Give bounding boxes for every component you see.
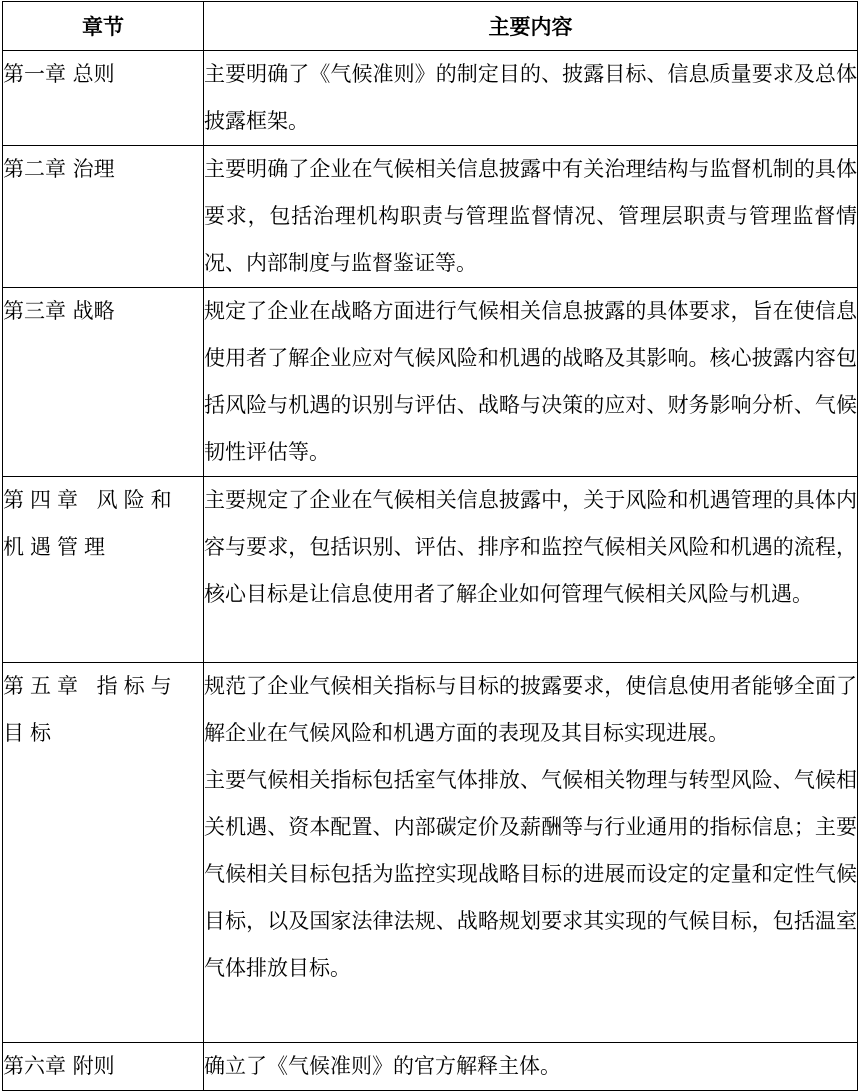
content-cell	[204, 51, 858, 146]
content-paragraph: 主要气候相关指标包括室气体排放、气候相关物理与转型风险、气候相关机遇、资本配置、内部碳定价及薪酬等与行业通用的指标信息；主要气候相关目标包括为监控实现战略目标的进展而设定的定量和定性气候目标，以及国家法律法规、战略规划要求其实现的气候目标，包括温室气体排放目标。	[204, 768, 857, 980]
table-row	[3, 1043, 858, 1091]
content-paragraph: 主要明确了企业在气候相关信息披露中有关治理结构与监督机制的具体要求，包括治理机构职责与管理监督情况、管理层职责与管理监督情况、内部制度与监督鉴证等。	[204, 157, 857, 275]
column-header-chapter: 章节	[3, 2, 204, 51]
content-paragraph: 规范了企业气候相关指标与目标的披露要求，使信息使用者能够全面了解企业在气候风险和机遇方面的表现及其目标实现进展。	[204, 674, 857, 745]
table-row	[3, 288, 858, 477]
chapter-cell: 第二章 治理	[3, 146, 204, 288]
content-cell	[204, 146, 858, 288]
chapter-cell: 第六章 附则	[3, 1043, 204, 1091]
chapter-cell: 第三章 战略	[3, 288, 204, 477]
content-paragraph: 主要明确了《气候准则》的制定目的、披露目标、信息质量要求及总体披露框架。	[204, 62, 857, 133]
content-paragraph: 规定了企业在战略方面进行气候相关信息披露的具体要求，旨在使信息使用者了解企业应对气候风险和机遇的战略及其影响。核心披露内容包括风险与机遇的识别与评估、战略与决策的应对、财务影响分析、气候韧性评估等。	[204, 299, 857, 464]
table-header-row	[3, 2, 858, 51]
chapter-summary-table	[2, 1, 858, 1091]
column-header-content: 主要内容	[204, 2, 858, 51]
table-row	[3, 51, 858, 146]
content-cell	[204, 477, 858, 663]
content-paragraph: 确立了《气候准则》的官方解释主体。	[204, 1054, 561, 1078]
chapter-cell: 第五章 指标与目标	[3, 663, 204, 1043]
content-cell	[204, 1043, 858, 1091]
table-row	[3, 663, 858, 1043]
content-cell	[204, 288, 858, 477]
table-row	[3, 146, 858, 288]
content-paragraph: 主要规定了企业在气候相关信息披露中，关于风险和机遇管理的具体内容与要求，包括识别、评估、排序和监控气候相关风险和机遇的流程，核心目标是让信息使用者了解企业如何管理气候相关风险与机遇。	[204, 488, 857, 606]
table-row	[3, 477, 858, 663]
chapter-cell: 第四章 风险和机遇管理	[3, 477, 204, 663]
chapter-cell: 第一章 总则	[3, 51, 204, 146]
content-cell	[204, 663, 858, 1043]
